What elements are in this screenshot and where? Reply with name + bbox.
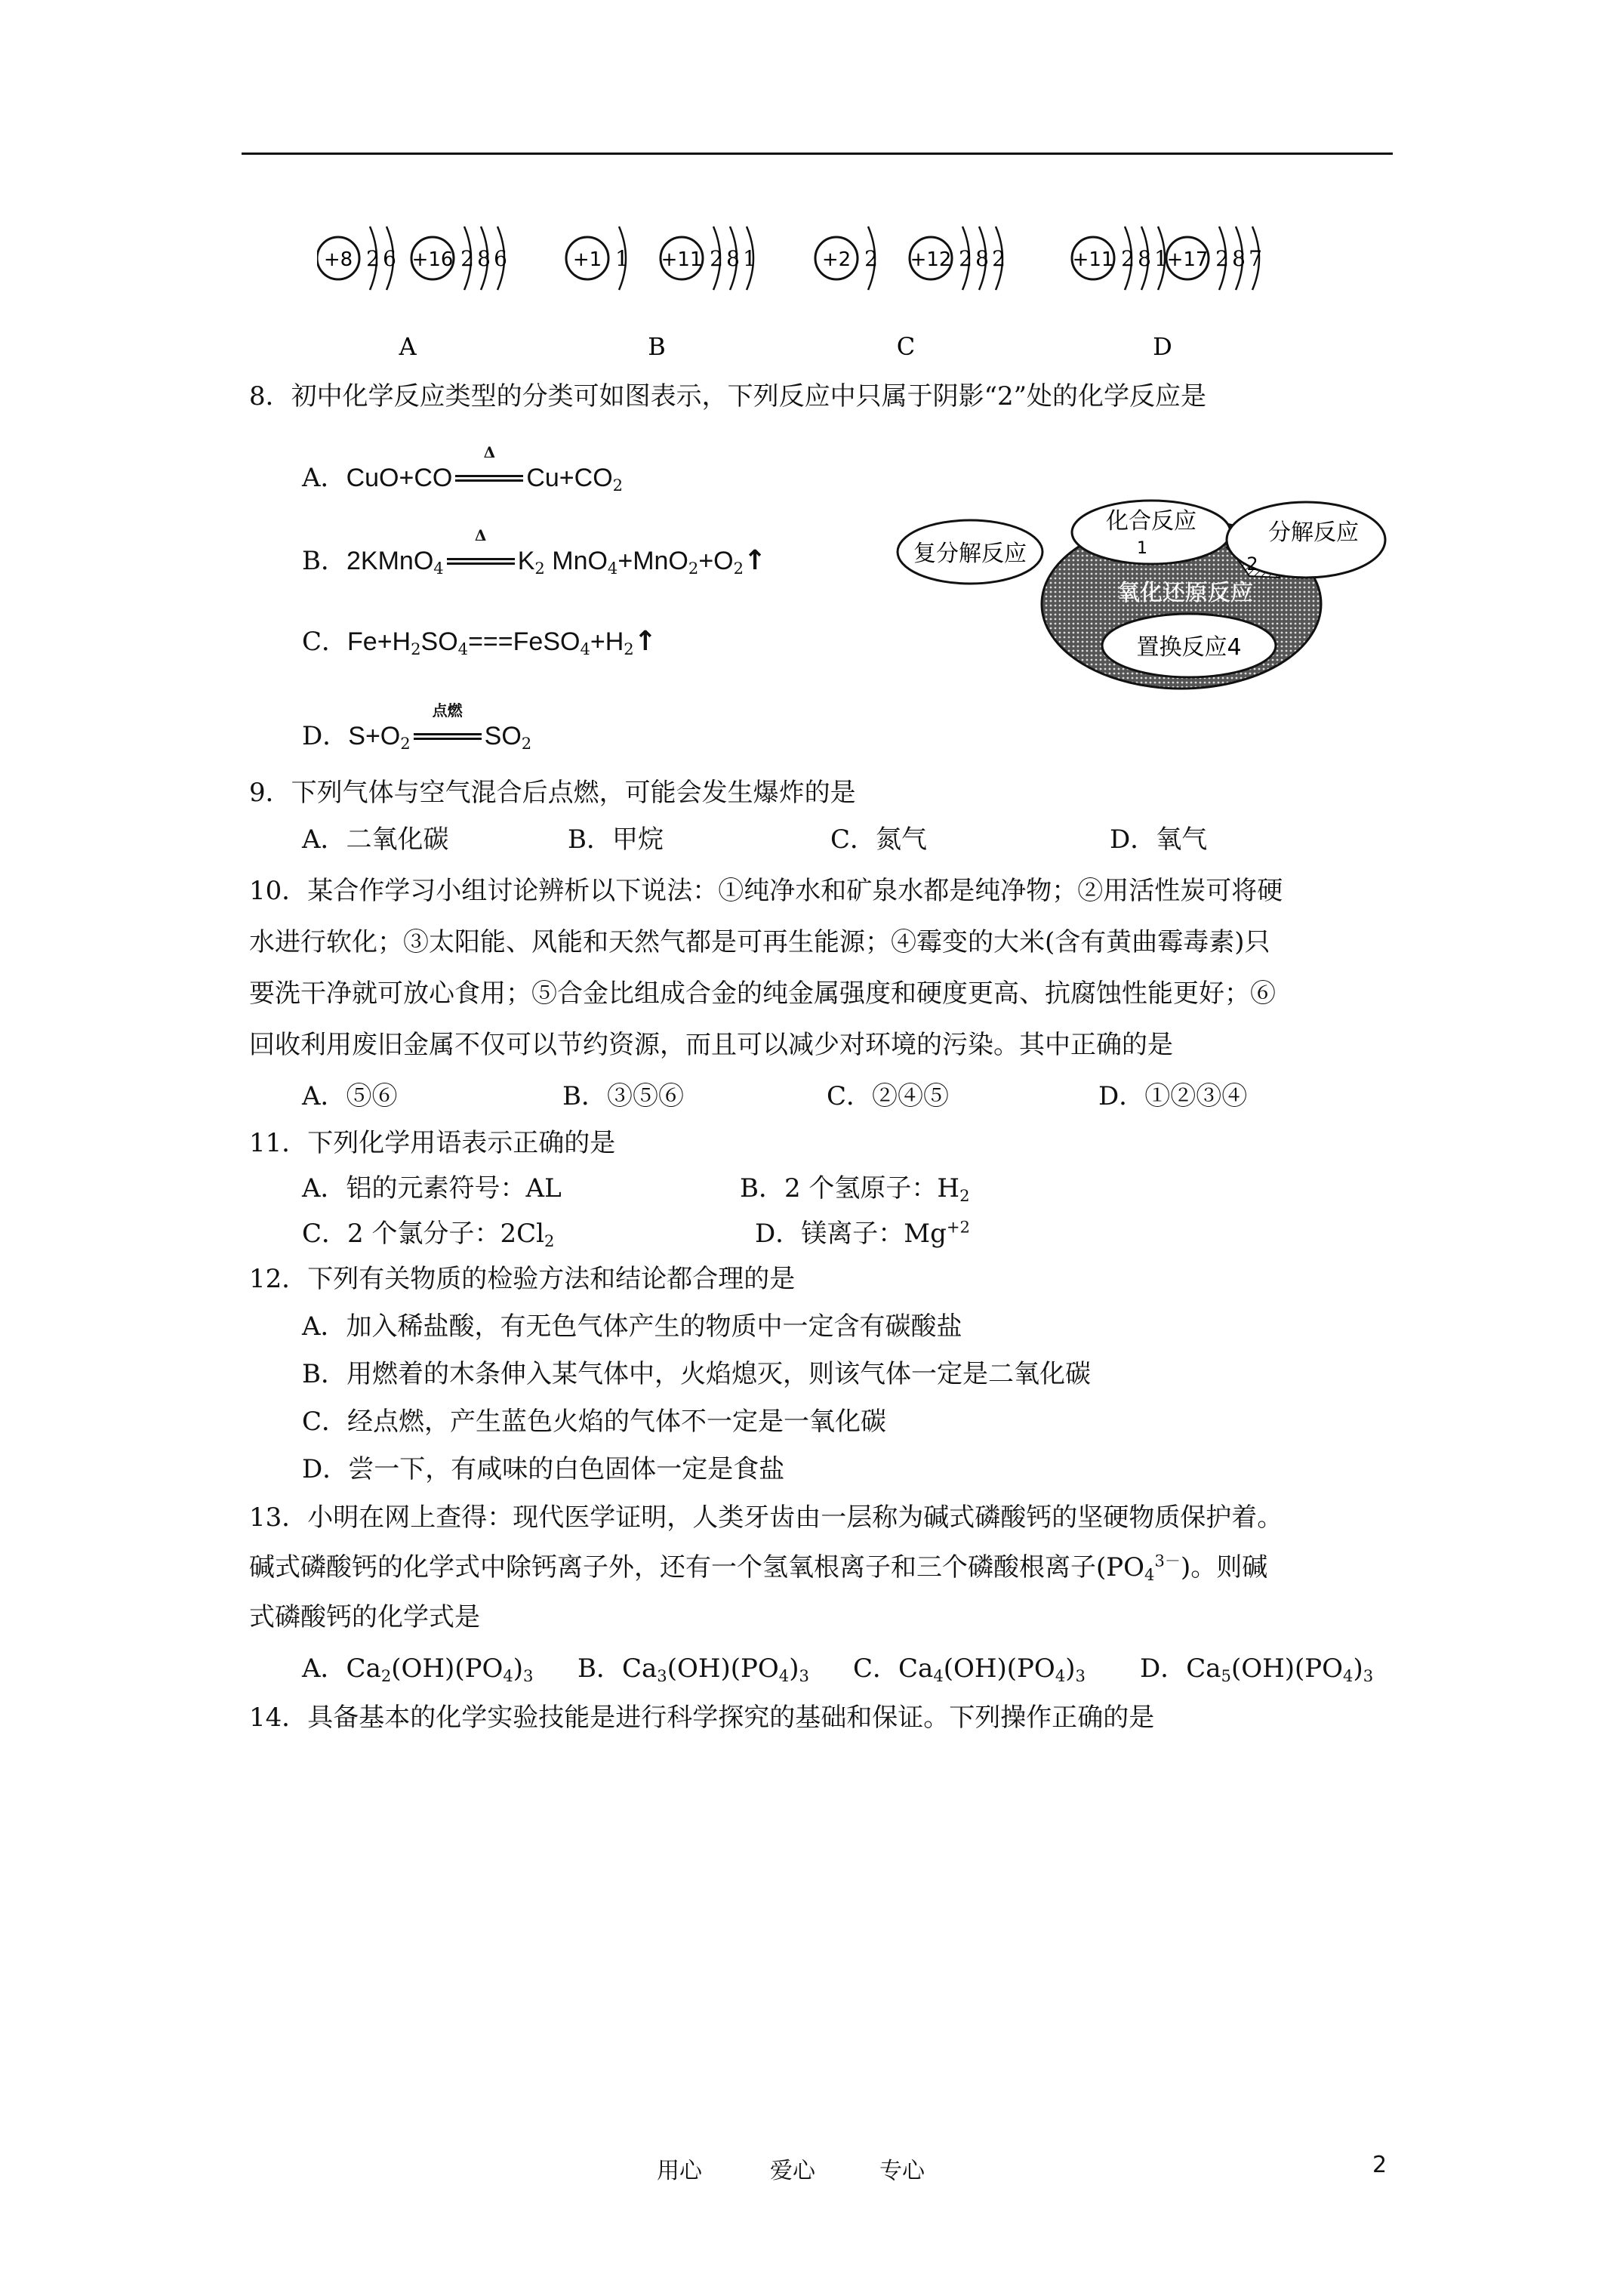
q8-b-right2: MnO <box>544 547 608 575</box>
q8-option-c <box>302 627 657 657</box>
q8-b-sub4: 2 <box>688 558 699 578</box>
shell-electron-count: 2 <box>366 246 380 271</box>
q8-d-left: S+O <box>348 722 401 750</box>
q11-option-c <box>302 1219 554 1249</box>
q8-d-right: SO <box>484 722 522 750</box>
compound-label: 化合反应 <box>1106 508 1196 535</box>
q13-b-sub4: 4 <box>778 1666 790 1685</box>
q13-d-mid: (OH)(PO <box>1230 1653 1344 1684</box>
q8-b-right1: K <box>517 547 535 575</box>
q13-c-n: 4 <box>933 1666 944 1685</box>
footer-motto-2: 爱心 <box>770 2158 815 2184</box>
q11-b-sub: 2 <box>959 1185 970 1205</box>
q10-line-4: 回收利用废旧金属不仅可以节约资源，而且可以减少对环境的污染。其中正确的是 <box>249 1030 1173 1060</box>
shell-electron-count: 6 <box>383 246 396 271</box>
q13-a-pre: A．Ca <box>302 1653 381 1684</box>
shell-electron-count: 2 <box>1121 246 1135 271</box>
q13-c-sub3: 3 <box>1075 1666 1086 1685</box>
q8-a-condition: Δ <box>483 443 496 461</box>
q8-c-sub2: 4 <box>457 639 469 658</box>
q8-d-label: D． <box>302 721 349 751</box>
q8-option-b <box>302 526 767 578</box>
q13-b-mid: (OH)(PO <box>667 1653 779 1684</box>
q10-option-c: C．②④⑤ <box>827 1081 950 1111</box>
redox-label: 氧化还原反应 <box>1117 580 1253 606</box>
q13-line-2b: )。则碱 <box>1180 1552 1268 1583</box>
q8-d-equals <box>414 701 482 751</box>
gas-arrow-icon: ↑ <box>633 626 657 657</box>
q13-a-n: 2 <box>380 1666 392 1685</box>
q8-a-label: A． <box>302 463 346 493</box>
q8-b-left: 2KMnO <box>346 547 434 575</box>
q13-d-sub3: 3 <box>1363 1666 1374 1685</box>
q13-option-d <box>1140 1653 1373 1684</box>
footer-motto-3: 专心 <box>879 2158 925 2184</box>
shell-electron-count: 2 <box>992 246 1006 271</box>
shell-electron-count: 8 <box>1138 246 1151 271</box>
q13-b-sub3: 3 <box>799 1666 809 1685</box>
decompose-label: 分解反应 <box>1268 519 1359 546</box>
atom-option-label-D: D <box>1153 332 1172 361</box>
q8-b-sub1: 4 <box>433 558 444 578</box>
shell-electron-count: 8 <box>1232 246 1246 271</box>
atom-option-label-A: A <box>399 332 417 361</box>
atom-diagram-C-2 <box>910 227 1006 290</box>
q9-option-d: D．氧气 <box>1110 824 1208 855</box>
shell-electron-count: 2 <box>1215 246 1229 271</box>
q13-b-pre: B．Ca <box>577 1653 658 1684</box>
q8-b-right4: +O <box>698 547 734 575</box>
q8-c-text4: +H <box>590 627 624 656</box>
atom-option-label-C: C <box>896 332 916 361</box>
shell-electron-count: 7 <box>1249 246 1262 271</box>
q8-a-sub: 2 <box>612 475 624 495</box>
nucleus-charge: +12 <box>910 248 952 271</box>
nucleus-charge: +16 <box>411 248 454 271</box>
shell-electron-count: 8 <box>975 246 989 271</box>
shell-electron-count: 2 <box>460 246 474 271</box>
q14-stem: 14．具备基本的化学实验技能是进行科学探究的基础和保证。下列操作正确的是 <box>249 1703 1155 1733</box>
shell-electron-count: 6 <box>494 246 507 271</box>
q12-option-a: A．加入稀盐酸，有无色气体产生的物质中一定含有碳酸盐 <box>302 1311 962 1342</box>
q13-a-sub4: 4 <box>503 1666 513 1685</box>
q11-b-text: B．2 个氢原子：H <box>740 1173 960 1203</box>
q10-option-d: D．①②③④ <box>1098 1081 1248 1111</box>
nucleus-charge: +11 <box>661 248 703 271</box>
q11-d-text: D．镁离子：Mg <box>755 1219 947 1249</box>
q11-option-a: A．铝的元素符号：AL <box>302 1173 562 1203</box>
q13-line-2 <box>249 1552 1267 1583</box>
q8-option-d <box>302 701 532 753</box>
q12-option-c: C．经点燃，产生蓝色火焰的气体不一定是一氧化碳 <box>302 1407 887 1437</box>
q13-d-pre: D．Ca <box>1140 1653 1221 1684</box>
q8-c-sub1: 2 <box>411 639 421 658</box>
decompose-number: 2 <box>1246 553 1258 575</box>
nucleus-charge: +2 <box>821 248 852 271</box>
q12-option-b: B．用燃着的木条伸入某气体中，火焰熄灭，则该气体一定是二氧化碳 <box>302 1359 1091 1389</box>
q13-b-end: ) <box>789 1653 799 1684</box>
q8-a-right: Cu+CO <box>526 464 613 492</box>
q10-line-1: 10．某合作学习小组讨论辨析以下说法：①纯净水和矿泉水都是纯净物；②用活性炭可将硬 <box>249 876 1283 906</box>
q13-c-end: ) <box>1065 1653 1076 1684</box>
atom-structure-diagrams <box>317 204 1329 362</box>
q13-d-n: 5 <box>1221 1666 1231 1685</box>
q8-b-right3: +MnO <box>617 547 688 575</box>
shell-electron-count: 1 <box>1154 246 1168 271</box>
q13-line-2a: 碱式磷酸钙的化学式中除钙离子外，还有一个氢氧根离子和三个磷酸根离子(PO <box>249 1552 1145 1583</box>
q8-b-sub5: 2 <box>733 558 744 578</box>
nucleus-charge: +17 <box>1166 248 1209 271</box>
nucleus-charge: +8 <box>323 248 353 271</box>
reaction-type-diagram <box>895 495 1393 698</box>
atom-diagram-C-1 <box>815 227 878 290</box>
q11-d-sup: +2 <box>946 1217 970 1237</box>
q8-c-sub3: 4 <box>580 639 590 658</box>
q8-b-equals <box>447 526 515 576</box>
q13-option-c <box>853 1653 1086 1684</box>
q8-d-sub2: 2 <box>521 733 532 753</box>
q12-stem: 12．下列有关物质的检验方法和结论都合理的是 <box>249 1264 796 1294</box>
footer-motto-1: 用心 <box>657 2158 702 2184</box>
double-decompose-label: 复分解反应 <box>913 541 1027 567</box>
q8-d-condition: 点燃 <box>432 701 463 720</box>
nucleus-charge: +1 <box>572 248 602 271</box>
q8-option-a <box>302 443 624 495</box>
shell-electron-count: 2 <box>864 246 878 271</box>
q8-stem: 8．初中化学反应类型的分类可如图表示，下列反应中只属于阴影“2”处的化学反应是 <box>249 381 1207 411</box>
q13-d-end: ) <box>1353 1653 1363 1684</box>
atom-diagram-A-2 <box>411 227 507 290</box>
atom-diagram-D-2 <box>1166 227 1262 290</box>
q12-option-d: D．尝一下，有咸味的白色固体一定是食盐 <box>302 1454 785 1484</box>
q8-a-left: CuO+CO <box>346 464 453 492</box>
gas-arrow-icon: ↑ <box>744 545 767 576</box>
q11-option-d <box>755 1219 970 1249</box>
shell-electron-count: 1 <box>743 246 756 271</box>
shell-electron-count: 2 <box>959 246 972 271</box>
q13-b-n: 3 <box>657 1666 667 1685</box>
q8-c-text2: SO <box>420 627 458 656</box>
q8-b-sub3: 4 <box>607 558 618 578</box>
q11-c-text: C．2 个氯分子：2Cl <box>302 1219 544 1249</box>
q13-line-2-sup: 3－ <box>1154 1551 1181 1570</box>
q9-option-c: C．氮气 <box>830 824 928 855</box>
q13-a-sub3: 3 <box>523 1666 534 1685</box>
q13-line-1: 13．小明在网上查得：现代医学证明，人类牙齿由一层称为碱式磷酸钙的坚硬物质保护着。 <box>249 1502 1283 1533</box>
shell-electron-count: 1 <box>615 246 629 271</box>
shell-electron-count: 8 <box>726 246 740 271</box>
q13-c-sub4: 4 <box>1055 1666 1066 1685</box>
q13-line-3: 式磷酸钙的化学式是 <box>249 1602 480 1632</box>
q13-line-2-sub: 4 <box>1144 1564 1155 1584</box>
q10-line-3: 要洗干净就可放心食用；⑤合金比组成合金的纯金属强度和硬度更高、抗腐蚀性能更好；⑥ <box>249 978 1276 1009</box>
atom-diagram-B-2 <box>661 227 756 290</box>
q10-option-b: B．③⑤⑥ <box>562 1081 684 1111</box>
q9-stem: 9．下列气体与空气混合后点燃，可能会发生爆炸的是 <box>249 778 856 808</box>
replacement-label: 置换反应4 <box>1136 634 1242 661</box>
q13-option-a <box>302 1653 533 1684</box>
shell-electron-count: 8 <box>477 246 491 271</box>
q8-b-label: B． <box>302 546 346 576</box>
q13-c-pre: C．Ca <box>853 1653 934 1684</box>
nucleus-charge: +11 <box>1072 248 1114 271</box>
q8-a-equals <box>455 443 523 493</box>
q10-line-2: 水进行软化；③太阳能、风能和天然气都是可再生能源；④霉变的大米(含有黄曲霉毒素)只 <box>249 927 1270 957</box>
atom-diagram-B-1 <box>566 227 629 290</box>
q8-d-sub1: 2 <box>400 733 411 753</box>
atom-option-label-B: B <box>648 332 666 361</box>
q11-c-sub: 2 <box>544 1231 555 1250</box>
q8-c-sub4: 2 <box>624 639 634 658</box>
q9-option-a: A．二氧化碳 <box>302 824 449 855</box>
q8-c-text1: Fe+H <box>347 627 411 656</box>
q8-b-condition: Δ <box>474 526 487 544</box>
page-number: 2 <box>1372 2152 1387 2178</box>
header-rule <box>242 153 1393 155</box>
q8-c-label: C． <box>302 627 348 657</box>
q13-a-mid: (OH)(PO <box>391 1653 504 1684</box>
q13-d-sub4: 4 <box>1343 1666 1354 1685</box>
compound-number: 1 <box>1137 539 1147 558</box>
shell-electron-count: 2 <box>710 246 723 271</box>
atom-diagram-D-1 <box>1072 227 1168 290</box>
q11-stem: 11．下列化学用语表示正确的是 <box>249 1128 616 1158</box>
q10-option-a: A．⑤⑥ <box>302 1081 398 1111</box>
atom-diagram-A-1 <box>317 227 396 290</box>
q8-c-text3: ===FeSO <box>468 627 581 656</box>
q13-a-end: ) <box>513 1653 524 1684</box>
q13-option-b <box>577 1653 809 1684</box>
q11-option-b <box>740 1173 970 1203</box>
q13-c-mid: (OH)(PO <box>943 1653 1055 1684</box>
q9-option-b: B．甲烷 <box>568 824 664 855</box>
q8-b-sub2: 2 <box>534 558 545 578</box>
